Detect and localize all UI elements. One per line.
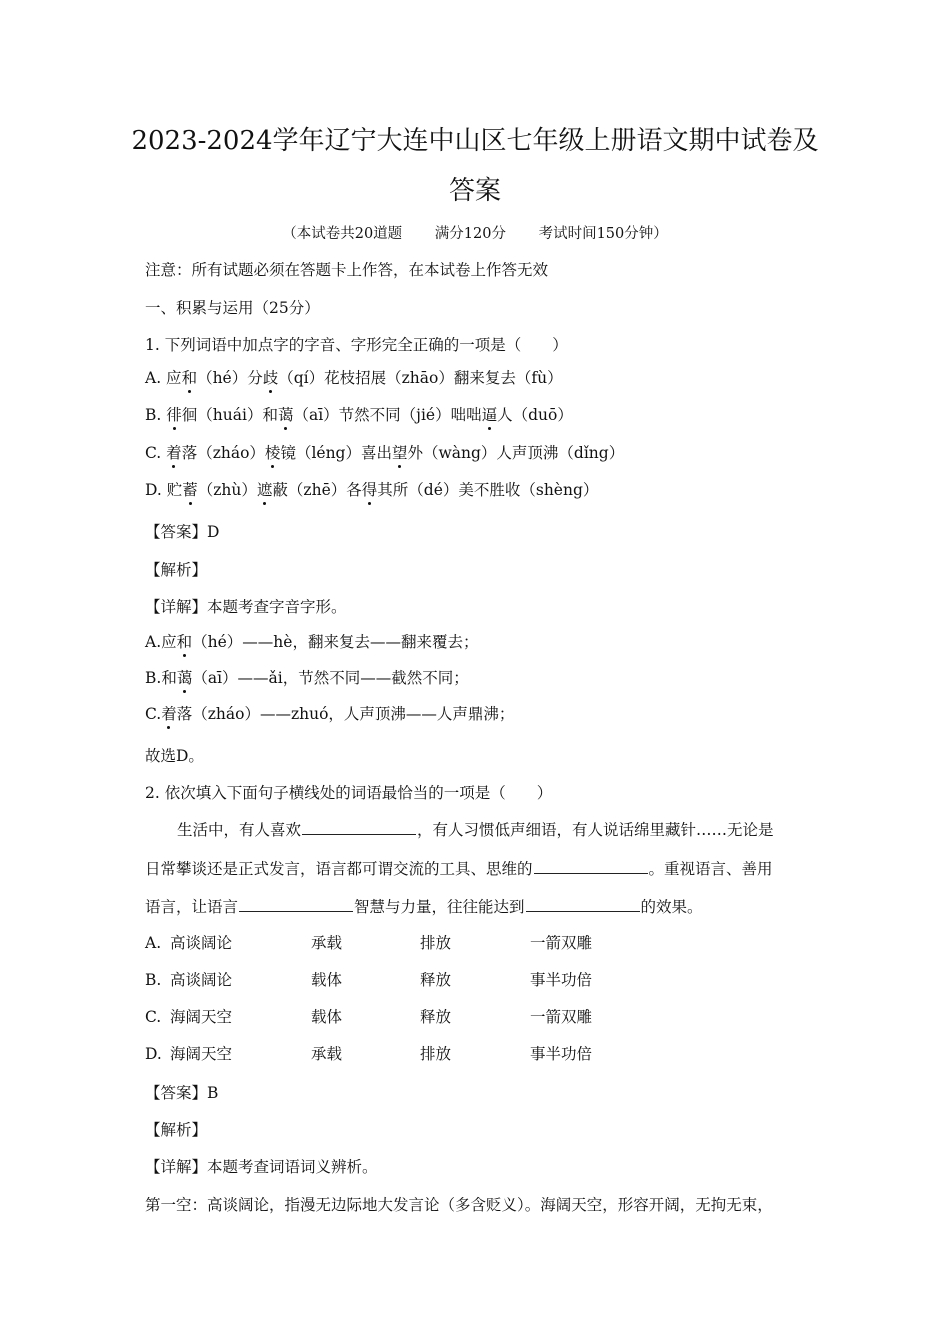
q1-answer: 【答案】D [145, 523, 220, 541]
doc-title-line2: 答案 [448, 176, 501, 206]
q1-analysis-label: 【解析】 [145, 561, 208, 579]
q1-option-a: A. 应和（hé）分歧（qí）花枝招展（zhāo）翻来复去（fù） [145, 369, 563, 387]
q2-passage-line2: 日常攀谈还是正式发言，语言都可谓交流的工具、思维的 。重视语言、善用 [145, 860, 773, 878]
q1-explain-b: B.和蔼（aī）——ǎi，节然不同——截然不同； [145, 669, 469, 687]
q2-passage-line3: 语言，让语言 智慧与力量，往往能达到 的效果。 [145, 898, 703, 916]
q1-option-c: C. 着落（zháo）棱镜（léng）喜出望外（wàng）人声顶沸（dǐng） [145, 444, 625, 462]
q2-stem: 2. 依次填入下面句子横线处的词语最恰当的一项是（ ） [145, 784, 553, 802]
meta-question-count: （本试卷共20道题 [282, 226, 403, 242]
q2-detail: 【详解】本题考查词语词义辨析。 [145, 1158, 378, 1176]
meta-full-score: 满分120分 [434, 226, 506, 242]
exam-meta [0, 224, 950, 244]
q1-detail: 【详解】本题考查字音字形。 [145, 598, 347, 616]
q2-option-d: D. 海阔天空 承载 排放 事半功倍 [145, 1045, 593, 1063]
section-heading: 一、积累与运用（25分） [145, 299, 320, 317]
q1-option-b: B. 徘徊（huái）和蔼（aī）节然不同（jié）咄咄逼人（duō） [145, 406, 573, 424]
fill-blank-2 [534, 859, 648, 874]
fill-blank-4 [526, 897, 640, 912]
notice: 注意：所有试题必须在答题卡上作答，在本试卷上作答无效 [145, 261, 549, 279]
q2-answer: 【答案】B [145, 1084, 219, 1102]
q1-option-d: D. 贮蓄（zhù）遮蔽（zhē）各得其所（dé）美不胜收（shèng） [145, 481, 599, 499]
q1-explain-a: A.应和（hé）——hè，翻来复去——翻来覆去； [145, 633, 479, 651]
q2-option-c: C. 海阔天空 载体 释放 一箭双雕 [145, 1008, 593, 1026]
q1-explain-c: C.着落（zháo）——zhuó，人声顶沸——人声鼎沸； [145, 705, 515, 723]
q1-stem: 1. 下列词语中加点字的字音、字形完全正确的一项是（ ） [145, 336, 568, 354]
q2-passage-line1: 生活中，有人喜欢 ，有人习惯低声细语，有人说话绵里藏针……无论是 [177, 821, 774, 839]
q2-analysis-label: 【解析】 [145, 1121, 208, 1139]
fill-blank-1 [302, 820, 416, 835]
fill-blank-3 [239, 897, 353, 912]
q2-option-b: B. 高谈阔论 载体 释放 事半功倍 [145, 971, 593, 989]
q2-first-blank-explanation: 第一空：高谈阔论，指漫无边际地大发言论（多含贬义）。海阔天空，形容开阔，无拘无束， [145, 1196, 773, 1214]
q1-conclusion: 故选D。 [145, 747, 204, 765]
q2-option-a: A. 高谈阔论 承载 排放 一箭双雕 [145, 934, 593, 952]
doc-title-line1: 2023-2024学年辽宁大连中山区七年级上册语文期中试卷及 [131, 126, 819, 156]
meta-time: 考试时间150分钟） [538, 226, 668, 242]
